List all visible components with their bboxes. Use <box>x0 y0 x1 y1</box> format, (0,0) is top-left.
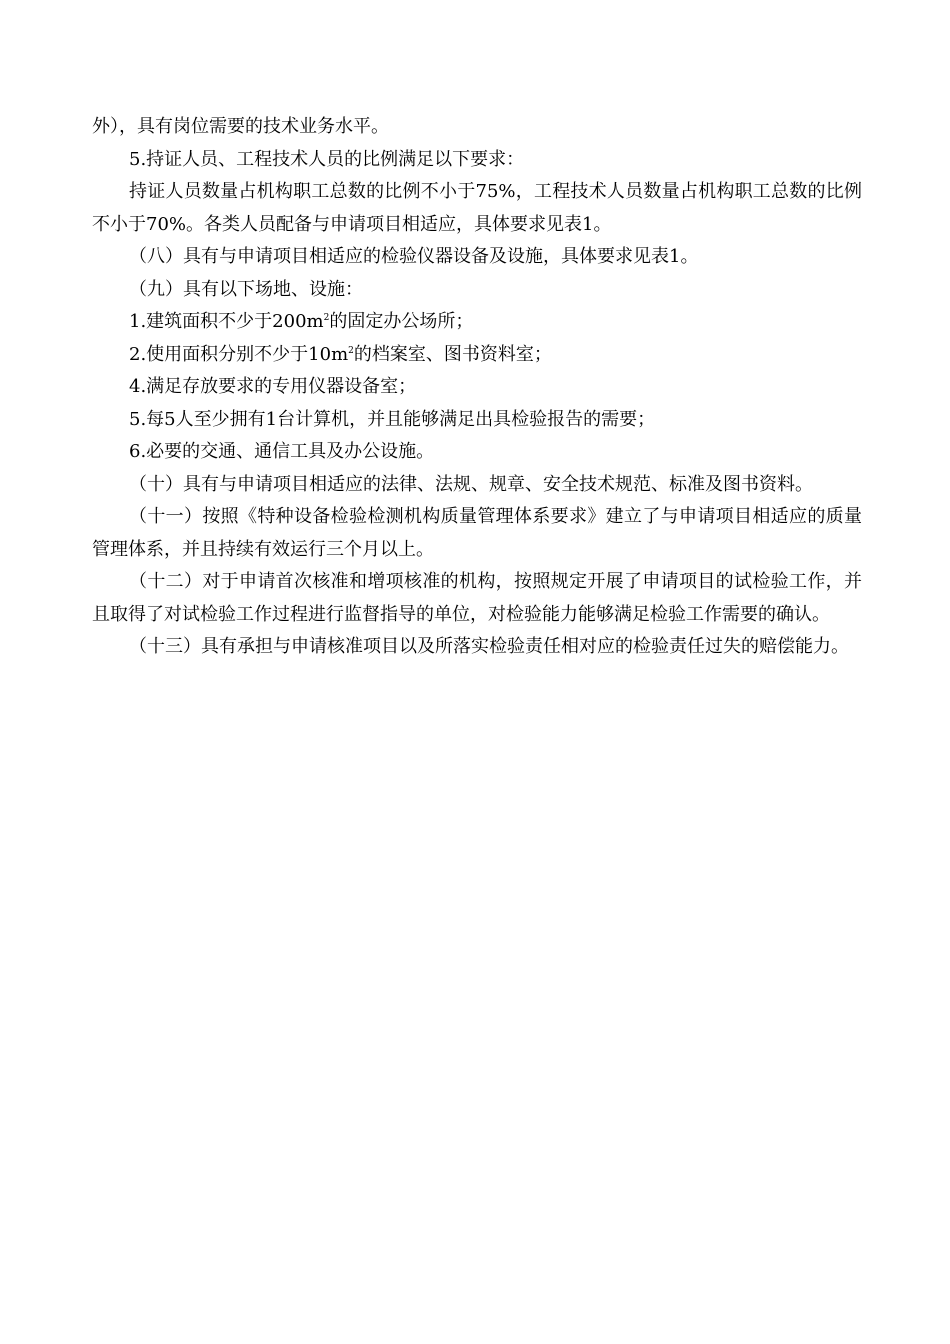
superscript-2: 2 <box>323 313 330 323</box>
document-body <box>92 111 862 664</box>
paragraph-continuation: 外），具有岗位需要的技术业务水平。 <box>92 116 389 137</box>
office-area-suffix: 的固定办公场所； <box>329 311 474 332</box>
archive-area-suffix: 的档案室、图书资料室； <box>353 343 552 365</box>
paragraph-section-12: （十二）对于申请首次核准和增项核准的机构，按照规定开展了申请项目的试检验工作，并且取得了对试检验工作过程进行监督指导的单位，对检验能力能够满足检验工作需要的确认。 <box>92 571 862 625</box>
paragraph-section-10: （十）具有与申请项目相适应的法律、法规、规章、安全技术规范、标准及图书资料。 <box>129 473 813 495</box>
paragraph-item-4-equipment-room: 4.满足存放要求的专用仪器设备室； <box>129 376 417 397</box>
paragraph-item-6-facilities: 6.必要的交通、通信工具及办公设施。 <box>129 441 435 462</box>
paragraph-section-11: （十一）按照《特种设备检验检测机构质量管理体系要求》建立了与申请项目相适应的质量管理体系，并且持续有效运行三个月以上。 <box>92 506 862 560</box>
paragraph-item-1-office <box>92 306 862 339</box>
paragraph-section-13: （十三）具有承担与申请核准项目以及所落实检验责任相对应的检验责任过失的赔偿能力。 <box>129 636 849 657</box>
paragraph-section-8: （八）具有与申请项目相适应的检验仪器设备及设施，具体要求见表1。 <box>129 246 699 267</box>
paragraph-item-2-archive <box>92 339 862 372</box>
paragraph-item-5-computers: 5.每5人至少拥有1台计算机，并且能够满足出具检验报告的需要； <box>129 408 656 430</box>
paragraph-ratio-detail: 持证人员数量占机构职工总数的比例不小于75%，工程技术人员数量占机构职工总数的比例不小于70%。各类人员配备与申请项目相适应，具体要求见表1。 <box>92 181 862 235</box>
paragraph-section-9: （九）具有以下场地、设施： <box>129 278 363 300</box>
paragraph-item-5-ratio: 5.持证人员、工程技术人员的比例满足以下要求： <box>129 148 525 170</box>
superscript-2: 2 <box>348 345 354 356</box>
office-area-text: 1.建筑面积不少于200m <box>129 311 324 332</box>
archive-area-text: 2.使用面积分别不少于10m <box>129 343 349 365</box>
